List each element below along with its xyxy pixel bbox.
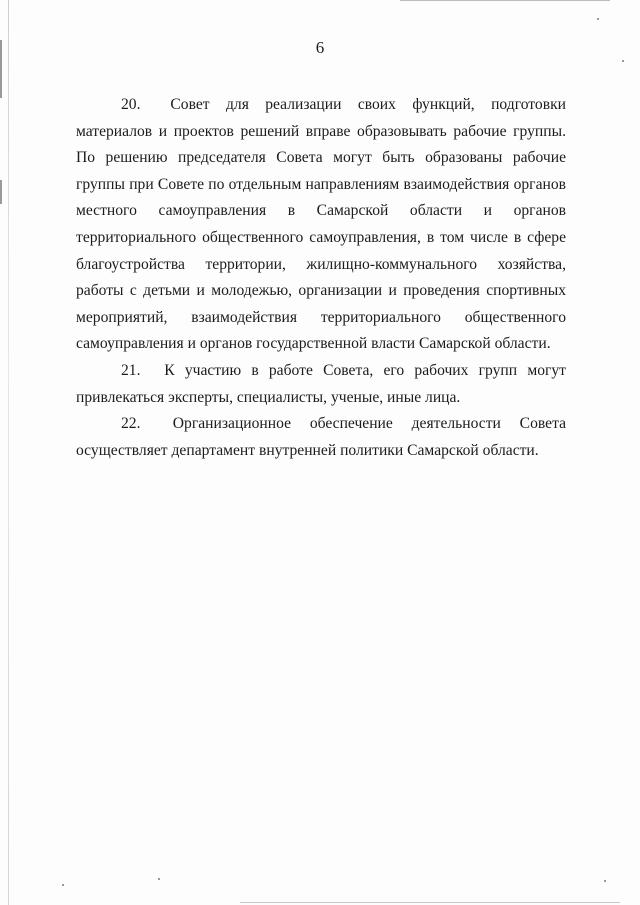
scan-edge-mark xyxy=(0,180,2,204)
scan-speck xyxy=(158,878,160,880)
scan-speck xyxy=(622,60,624,62)
page-number: 6 xyxy=(315,38,325,57)
paragraph-22 xyxy=(76,411,566,464)
scan-edge-line xyxy=(8,0,9,905)
scan-speck xyxy=(62,884,64,886)
paragraph-text: Организационное обеспечение деятельности Совета осуществляет департамент внутренней политики Самарской области. xyxy=(76,415,566,459)
paragraph-21 xyxy=(76,358,566,411)
paragraph-number: 20. xyxy=(121,96,141,113)
scan-bottom-line xyxy=(240,902,620,903)
scan-top-line xyxy=(400,0,610,1)
scan-speck xyxy=(597,18,599,20)
paragraph-text: Совет для реализации своих функций, подготовки материалов и проектов решений вправе образовывать рабочие группы. По решению председателя Совета могут быть образованы рабочие группы при Совете по отдельным направлениям взаимодействия органов местного самоуправления в Самарской области и органов территориального общественного самоуправления, в том числе в сфере благоустройства территории, жилищно-коммунального хозяйства, работы с детьми и молодежью, организации и проведения спортивных мероприятий, взаимодействия территориального общественного самоуправления и органов государственной власти Самарской области. xyxy=(76,96,566,353)
paragraph-text: К участию в работе Совета, его рабочих групп могут привлекаться эксперты, специалисты, ученые, иные лица. xyxy=(76,361,567,406)
document-body xyxy=(76,92,566,464)
paragraph-number: 21. xyxy=(121,361,141,379)
paragraph-number: 22. xyxy=(121,415,141,433)
paragraph-20 xyxy=(76,92,566,358)
scan-speck xyxy=(604,880,606,882)
